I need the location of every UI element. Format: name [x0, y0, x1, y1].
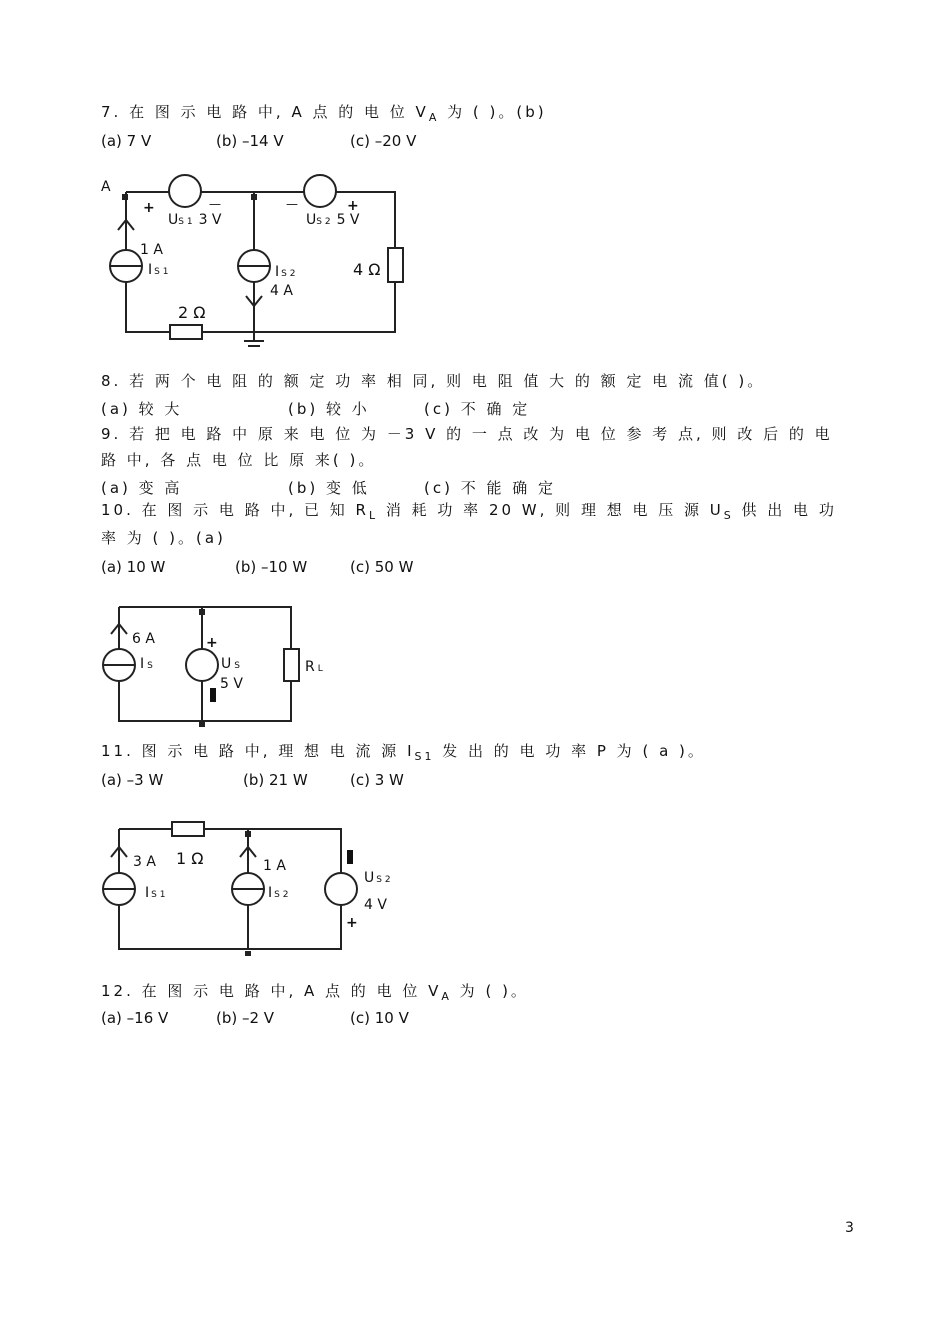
q7-option-b: (b) –14 V	[216, 132, 284, 150]
q12-option-c: (c) 10 V	[350, 1009, 409, 1027]
q9-stem-line2: 路 中, 各 点 电 位 比 原 来( )。	[101, 451, 377, 469]
q10-option-a: (a) 10 W	[101, 558, 166, 576]
q7-r-4ohm-label: 4 Ω	[353, 260, 381, 279]
q12-stem: 12. 在 图 示 电 路 中, A 点 的 电 位 $V_A$ 为 ( )。	[101, 982, 529, 1003]
q11-is2-label: I S 2	[268, 885, 289, 901]
page-number: 3	[845, 1220, 854, 1236]
q7-stem: 7. 在 图 示 电 路 中, A 点 的 电 位 $V_A$ 为 ( )。(b)	[101, 103, 547, 124]
svg-text:5 V: 5 V	[220, 676, 243, 692]
q8-option-b: (b) 较 小	[288, 400, 370, 418]
q8-option-a: (a) 较 大	[101, 400, 183, 418]
q9-option-b: (b) 变 低	[288, 479, 370, 497]
q9-option-c: (c) 不 能 确 定	[424, 479, 557, 497]
q12-option-a: (a) –16 V	[101, 1009, 169, 1027]
q10-is-label: I S	[140, 656, 153, 672]
svg-text:+: +	[347, 198, 359, 214]
svg-text:1 A: 1 A	[140, 242, 163, 258]
q7-us1-label: US 1 3 V	[168, 212, 222, 228]
q8-option-c: (c) 不 确 定	[424, 400, 531, 418]
svg-text:3 A: 3 A	[133, 854, 156, 870]
svg-text:1 A: 1 A	[263, 858, 286, 874]
svg-text:4 A: 4 A	[270, 283, 293, 299]
q10-us-label: U S	[221, 656, 240, 672]
q7-option-a: (a) 7 V	[101, 132, 152, 150]
q7-is2-label: I S 2	[275, 264, 296, 280]
svg-text:+: +	[346, 915, 358, 931]
q11-option-b: (b) 21 W	[243, 771, 308, 789]
q11-option-a: (a) –3 W	[101, 771, 164, 789]
q10-stem-line1: 10. 在 图 示 电 路 中, 已 知 $R_L$ 消 耗 功 率 20 W, 则 理 想 电 压 源 $U_S$ 供 出 电 功	[101, 501, 837, 522]
svg-text:—: —	[286, 197, 298, 211]
q7-us2-label: US 2 5 V	[306, 212, 360, 228]
q12-option-b: (b) –2 V	[216, 1009, 275, 1027]
svg-text:—: —	[209, 197, 221, 211]
svg-text:4 V: 4 V	[364, 897, 387, 913]
q10-option-b: (b) –10 W	[235, 558, 308, 576]
q11-us2-label: U S 2	[364, 870, 391, 886]
q10-option-c: (c) 50 W	[350, 558, 414, 576]
q9-option-a: (a) 变 高	[101, 479, 183, 497]
q7-r-2ohm-label: 2 Ω	[178, 303, 206, 322]
q11-option-c: (c) 3 W	[350, 771, 404, 789]
svg-text:6 A: 6 A	[132, 631, 155, 647]
q11-is1-label: I S 1	[145, 885, 166, 901]
q11-r-1ohm-label: 1 Ω	[176, 849, 204, 868]
q11-stem: 11. 图 示 电 路 中, 理 想 电 流 源 $I_{S1}$ 发 出 的 电 功 率 P 为 ( a )。	[101, 742, 706, 763]
q7-node-a-label: A	[101, 179, 111, 195]
q7-is1-label: I S 1	[148, 262, 169, 278]
q10-rl-label: R L	[305, 659, 323, 675]
q9-stem-line1: 9. 若 把 电 路 中 原 来 电 位 为 －3 V 的 一 点 改 为 电 位 参 考 点, 则 改 后 的 电	[101, 425, 833, 443]
q7-option-c: (c) –20 V	[350, 132, 417, 150]
q8-stem: 8. 若 两 个 电 阻 的 额 定 功 率 相 同, 则 电 阻 值 大 的 额 定 电 流 值( )。	[101, 372, 766, 390]
svg-text:+: +	[206, 635, 218, 651]
q10-stem-line2: 率 为 ( )。(a)	[101, 529, 226, 547]
svg-text:+: +	[143, 200, 155, 216]
